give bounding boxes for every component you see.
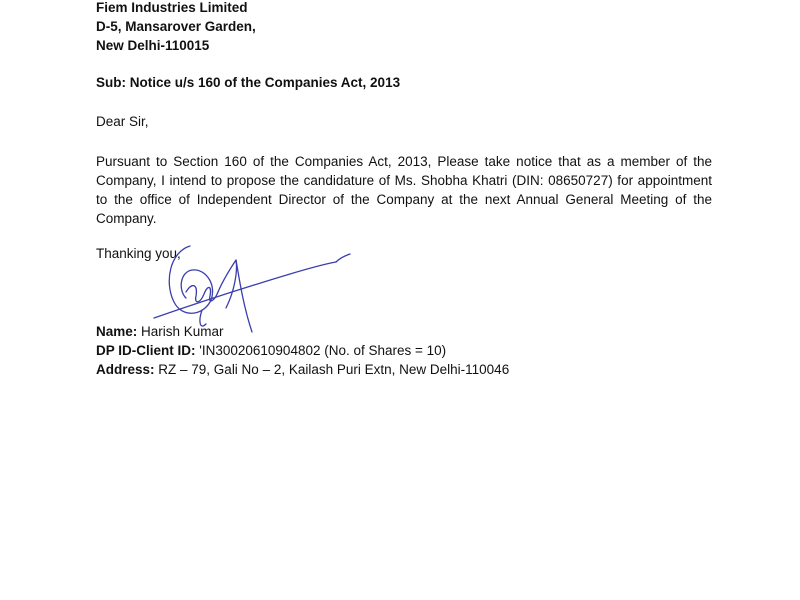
closing-line: Thanking you, (96, 246, 181, 261)
dp-client-id-label: DP ID-Client ID: (96, 343, 196, 358)
name-value: Harish Kumar (141, 324, 224, 339)
sender-address-row (96, 360, 509, 379)
recipient-company: Fiem Industries Limited (96, 0, 248, 15)
recipient-address-line2: New Delhi-110015 (96, 38, 210, 53)
salutation: Dear Sir, (96, 114, 149, 129)
sender-name-row (96, 322, 224, 341)
recipient-address-line1: D-5, Mansarover Garden, (96, 19, 256, 34)
name-label: Name: (96, 324, 138, 339)
sender-dp-row (96, 341, 446, 360)
body-paragraph: Pursuant to Section 160 of the Companies Act, 2013, Please take notice that as a member of the Company, I intend to propose the candidature of Ms. Shobha Khatri (DIN: 08650727) for appointment to the office of Independent Director of the Company at the next Annual General Meeting of the Company. (96, 154, 712, 226)
subject-line: Sub: Notice u/s 160 of the Companies Act, 2013 (96, 75, 401, 90)
address-label: Address: (96, 362, 155, 377)
dp-client-id-value: 'IN30020610904802 (No. of Shares = 10) (199, 343, 447, 358)
address-value: RZ – 79, Gali No – 2, Kailash Puri Extn, New Delhi-110046 (158, 362, 510, 377)
